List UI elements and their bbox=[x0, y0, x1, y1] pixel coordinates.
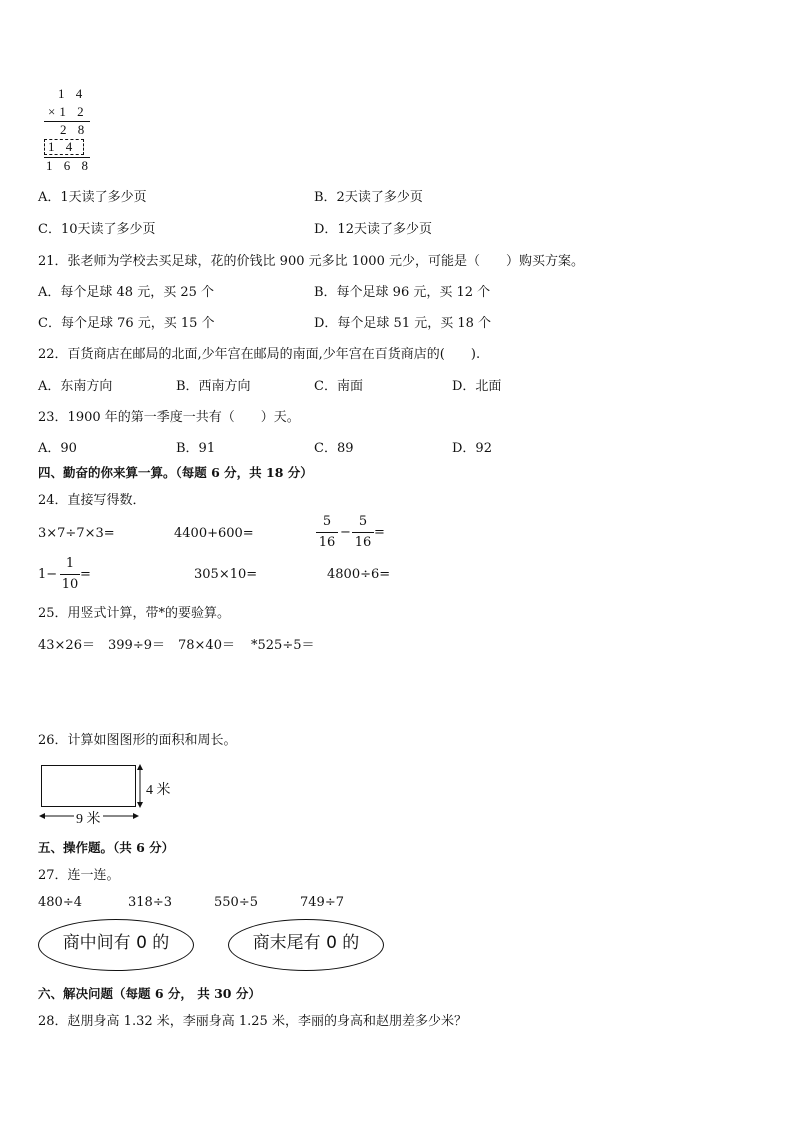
multiplier: ×1 2 bbox=[48, 104, 88, 119]
partial-product-2: 1 4 bbox=[48, 139, 77, 154]
oval-target-middle-zero[interactable] bbox=[38, 919, 194, 971]
q24-stem: 24．直接写得数． bbox=[38, 493, 146, 508]
fraction-bar bbox=[352, 532, 374, 533]
equals-sign: = bbox=[80, 567, 91, 582]
q21-option-a: A．每个足球 48 元，买 25 个 bbox=[38, 285, 215, 300]
equals-sign: = bbox=[374, 525, 385, 540]
q28-stem: 28．赵朋身高 1.32 米，李丽身高 1.25 米，李丽的身高和赵朋差多少米？ bbox=[38, 1014, 467, 1029]
q24-expr-1: 3×7÷7×3= bbox=[38, 526, 115, 541]
q25-expr-3: 78×40＝ bbox=[178, 638, 235, 653]
q21-stem: 21．张老师为学校去买足球，花的价钱比 900 元多比 1000 元少，可能是（ ）购买方案。 bbox=[38, 254, 584, 269]
q22-option-a: A．东南方向 bbox=[38, 379, 113, 394]
q21-option-c: C．每个足球 76 元，买 15 个 bbox=[38, 316, 215, 331]
q23-option-a: A．90 bbox=[38, 441, 77, 456]
minus-sign: − bbox=[340, 525, 351, 540]
oval-target-trailing-zero[interactable] bbox=[228, 919, 384, 971]
partial-product-1: 2 8 bbox=[60, 122, 89, 137]
multiplicand: 1 4 bbox=[58, 86, 87, 101]
q20-option-b: B．2天读了多少页 bbox=[314, 190, 423, 205]
q22-option-c: C．南面 bbox=[314, 379, 363, 394]
oval-label: 商末尾有 0 的 bbox=[252, 933, 360, 953]
fraction-denominator: 16 bbox=[354, 535, 372, 550]
fraction-numerator: 1 bbox=[65, 556, 75, 571]
rectangle bbox=[41, 765, 136, 807]
q23-option-d: D．92 bbox=[452, 441, 492, 456]
q25-expr-2: 399÷9＝ bbox=[108, 638, 165, 653]
q21-option-b: B．每个足球 96 元，买 12 个 bbox=[314, 285, 491, 300]
product-result: 1 6 8 bbox=[46, 158, 92, 173]
q25-expr-4: *525÷5＝ bbox=[251, 638, 315, 653]
fraction-numerator: 5 bbox=[358, 514, 368, 529]
q26-stem: 26．计算如图图形的面积和周长。 bbox=[38, 733, 237, 748]
q22-option-d: D．北面 bbox=[452, 379, 502, 394]
q23-option-b: B．91 bbox=[176, 441, 216, 456]
fraction-numerator: 5 bbox=[322, 514, 332, 529]
fraction-bar bbox=[316, 532, 338, 533]
height-label: 4 米 bbox=[146, 783, 171, 798]
q20-option-a: A．1天读了多少页 bbox=[38, 190, 147, 205]
q20-option-d: D．12天读了多少页 bbox=[314, 222, 432, 237]
q20-option-c: C．10天读了多少页 bbox=[38, 222, 156, 237]
section5-title: 五、操作题。（共 6 分） bbox=[38, 840, 175, 855]
fraction-1-10 bbox=[60, 555, 80, 594]
q24-expr-2: 4400+600= bbox=[174, 526, 254, 541]
fraction-bar bbox=[60, 574, 80, 575]
q25-expr-1: 43×26＝ bbox=[38, 638, 95, 653]
q25-stem: 25．用竖式计算，带*的要验算。 bbox=[38, 606, 231, 621]
oval-label: 商中间有 0 的 bbox=[62, 933, 170, 953]
fraction-5-16-a bbox=[316, 513, 338, 552]
q27-expr-3: 550÷5 bbox=[214, 895, 258, 910]
q27-expr-4: 749÷7 bbox=[300, 895, 344, 910]
fraction-denominator: 16 bbox=[318, 535, 336, 550]
width-label: 9 米 bbox=[74, 808, 103, 828]
height-dimension-arrow bbox=[134, 763, 146, 809]
q22-stem: 22．百货商店在邮局的北面,少年宫在邮局的南面,少年宫在百货商店的( ). bbox=[38, 347, 481, 362]
q22-option-b: B．西南方向 bbox=[176, 379, 251, 394]
fraction-denominator: 10 bbox=[61, 577, 79, 592]
q24-expr-6: 4800÷6= bbox=[327, 567, 391, 582]
q23-stem: 23．1900 年的第一季度一共有（ ）天。 bbox=[38, 410, 300, 425]
q23-option-c: C．89 bbox=[314, 441, 354, 456]
q27-expr-1: 480÷4 bbox=[38, 895, 82, 910]
q21-option-d: D．每个足球 51 元，买 18 个 bbox=[314, 316, 492, 331]
q24-expr-4-lead: 1− bbox=[38, 567, 58, 582]
q24-expr-5: 305×10= bbox=[194, 567, 258, 582]
section4-title: 四、勤奋的你来算一算。（每题 6 分，共 18 分） bbox=[38, 465, 313, 480]
section6-title: 六、解决问题（每题 6 分， 共 30 分） bbox=[38, 986, 261, 1001]
fraction-5-16-b bbox=[352, 513, 374, 552]
q27-stem: 27．连一连。 bbox=[38, 868, 120, 883]
q27-expr-2: 318÷3 bbox=[128, 895, 172, 910]
